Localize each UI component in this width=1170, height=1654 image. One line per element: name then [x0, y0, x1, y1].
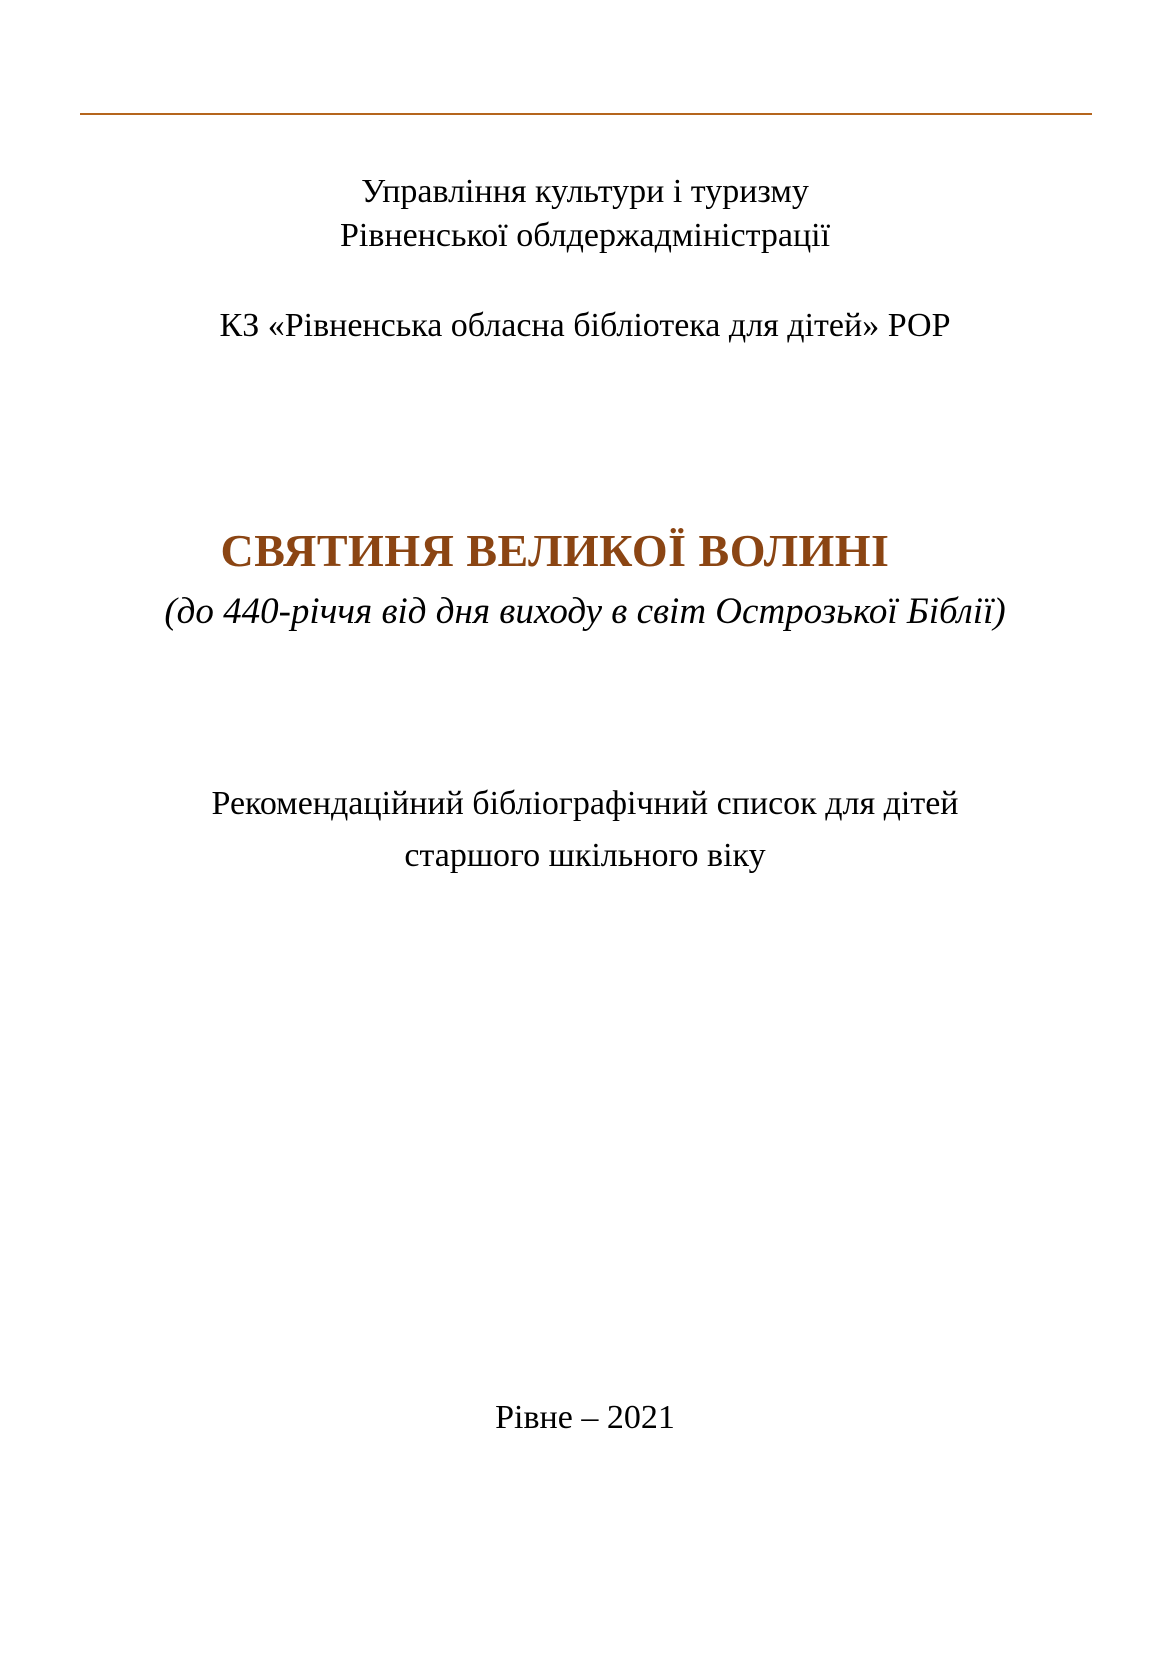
institution-name: КЗ «Рівненська обласна бібліотека для дітей» РОР	[219, 307, 951, 344]
place-and-year: Рівне – 2021	[495, 1399, 675, 1436]
document-subtitle: (до 440-річчя від дня виходу в світ Острозької Біблії)	[164, 591, 1006, 632]
description-line-2: старшого шкільного віку	[404, 837, 766, 874]
organization-line-1: Управління культури і туризму	[361, 173, 809, 210]
document-title: СВЯТИНЯ ВЕЛИКОЇ ВОЛИНІ	[220, 525, 890, 576]
top-rule	[80, 113, 1092, 115]
description-line-1: Рекомендаційний бібліографічний список для дітей	[211, 785, 959, 822]
organization-line-2: Рівненської облдержадміністрації	[339, 217, 831, 254]
